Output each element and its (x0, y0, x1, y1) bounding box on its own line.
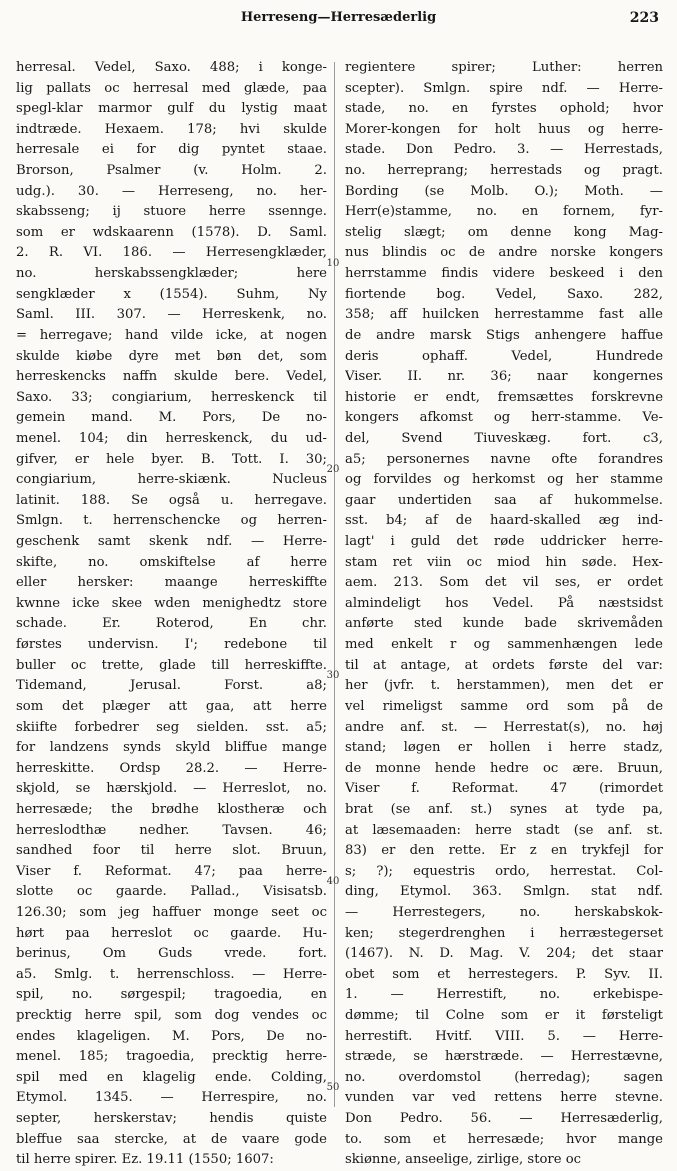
text-line: sandhed foor til herre slot. Bruun, (16, 843, 327, 859)
text-line: bleffue saa stercke, at de vaare gode (16, 1131, 327, 1147)
text-line: sengklæder x (1554). Suhm, Ny (16, 286, 327, 302)
text-line: buller oc trette, glade till herreskiffte. (16, 657, 327, 673)
text-line: Viser f. Reformat. 47; paa herre- (16, 863, 327, 879)
text-line: ken; stegerdrenghen i herræstegerset (345, 925, 663, 941)
text-line: skiønne, anseelige, zirlige, store oc (345, 1152, 582, 1168)
text-line: no. herskabssengklæder; here (16, 266, 327, 282)
page-header (0, 0, 677, 30)
text-line: — Herrestegers, no. herskabskok- (345, 904, 663, 920)
text-line: herrstamme findis videre beskeed i den (345, 266, 663, 282)
text-line: to. som et herresæde; hvor mange (345, 1131, 663, 1147)
text-line: congiarium, herre-skiænk. Nucleus (16, 472, 327, 488)
text-line: slotte oc gaarde. Pallad., Visisatsb. (16, 884, 327, 900)
text-line: som det plæger att gaa, att herre (16, 698, 327, 714)
text-line: eller hersker: maange herreskiffte (16, 575, 327, 591)
text-line: 1. — Herrestift, no. erkebispe- (345, 987, 663, 1003)
text-line: de monne hende hedre oc ære. Bruun, (345, 760, 663, 776)
text-line: skifte, no. omskiftelse af herre (16, 554, 327, 570)
text-line: Brorson, Psalmer (v. Holm. 2. (16, 163, 327, 179)
line-number: 40 (326, 876, 340, 887)
text-line: Viser. II. nr. 36; naar kongernes (345, 369, 663, 385)
text-line: stand; løgen er hollen i herre stadz, (345, 740, 663, 756)
text-line: spil, no. sørgespil; tragoedia, en (16, 987, 327, 1003)
text-line: at læsemaaden: herre stadt (se anf. st. (345, 822, 663, 838)
text-line: udg.). 30. — Herreseng, no. her- (16, 183, 327, 199)
text-line: herresale ei for dig pyntet staae. (16, 142, 327, 158)
text-line: andre anf. st. — Herrestat(s), no. høj (345, 719, 663, 735)
text-line: skjold, se hærskjold. — Herreslot, no. (16, 781, 327, 797)
text-line: stelig slægt; om denne kong Mag- (345, 224, 663, 240)
text-line: skulde kiøbe dyre met bøn det, som (16, 348, 327, 364)
text-line: indtræde. Hexaem. 178; hvi skulde (16, 121, 327, 137)
text-line: kongers afkomst og herr-stamme. Ve- (345, 410, 663, 426)
text-line: fiortende bog. Vedel, Saxo. 282, (345, 286, 663, 302)
text-line: gaar undertiden saa af hukommelse. (345, 492, 663, 508)
text-line: a5; personernes navne ofte forandres (345, 451, 663, 467)
text-line: kwnne icke skee wden menighedtz store (16, 595, 327, 611)
text-line: lagt' i guld det røde uddricker herre- (345, 534, 663, 550)
text-line: anførte sted kunde bade skrivemåden (345, 616, 663, 632)
text-line: sst. b4; af de haard-skalled æg ind- (345, 513, 663, 529)
line-number: 20 (326, 464, 340, 475)
text-line: til at antage, at ordets første del var: (345, 657, 663, 673)
text-line: herreskitte. Ordsp 28.2. — Herre- (16, 760, 327, 776)
left-column (16, 58, 327, 1171)
text-line: stade. Don Pedro. 3. — Herrestads, (345, 142, 663, 158)
text-line: for landzens synds skyld bliffue mange (16, 740, 327, 756)
text-line: septer, herskerstav; hendis quiste (16, 1111, 327, 1127)
text-line: førstes undervisn. I'; redebone til (16, 637, 327, 653)
text-line: brat (se anf. st.) synes at tyde pa, (345, 801, 663, 817)
text-line: stam ret viin oc miod hin søde. Hex- (345, 554, 663, 570)
text-line: de andre marsk Stigs anhengere haffue (345, 327, 663, 343)
text-line: her (jvfr. t. herstammen), men det er (345, 678, 663, 694)
page-number: 223 (629, 10, 659, 26)
text-line: geschenk samt skenk ndf. — Herre- (16, 534, 327, 550)
text-line: Saxo. 33; congiarium, herreskenck til (16, 389, 327, 405)
text-line: berinus, Om Guds vrede. fort. (16, 946, 327, 962)
text-line: Tidemand, Jerusal. Forst. a8; (16, 678, 327, 694)
text-line: latinit. 188. Se også u. herregave. (16, 492, 327, 508)
text-line: til herre spirer. Ez. 19.11 (1550; 1607: (16, 1152, 274, 1168)
text-line: regientere spirer; Luther: herren (345, 60, 663, 75)
text-line: = herregave; hand vilde icke, at nogen (16, 327, 327, 343)
text-line: som er wdskaarenn (1578). D. Saml. (16, 224, 327, 240)
text-line: hørt paa herreslot oc gaarde. Hu- (16, 925, 327, 941)
running-head: Herreseng—Herresæderlig (240, 10, 437, 25)
line-number: 30 (326, 670, 340, 681)
text-line: stræde, se hærstræde. — Herrestævne, (345, 1049, 663, 1065)
text-line: Etymol. 1345. — Herrespire, no. (16, 1090, 327, 1106)
text-line: gemein mand. M. Pors, De no- (16, 410, 327, 426)
text-line: og forvildes og herkomst og her stamme (345, 472, 663, 488)
text-line: 358; aff huilcken herrestamme fast alle (345, 307, 663, 323)
text-line: dømme; til Colne som er it førsteligt (345, 1008, 663, 1024)
text-line: 83) er den rette. Er z en trykfejl for (345, 843, 663, 859)
text-line: historie er endt, fremsættes forskrevne (345, 389, 663, 405)
text-line: no. overdomstol (herredag); sagen (345, 1069, 663, 1085)
text-line: Smlgn. t. herrenschencke og herren- (16, 513, 327, 529)
text-line: no. herreprang; herrestads og pragt. (345, 163, 663, 179)
text-line: stade, no. en fyrstes ophold; hvor (345, 101, 663, 117)
right-column (345, 58, 663, 1171)
text-line: gifver, er hele byer. B. Tott. I. 30; (16, 451, 327, 467)
text-line: vunden var ved rettens herre stevne. (345, 1090, 663, 1106)
line-number: 50 (326, 1082, 340, 1093)
text-line: (1467). N. D. Mag. V. 204; det staar (345, 946, 663, 962)
text-line: vel rimeligst samme ord som på de (345, 698, 663, 714)
text-line: Viser f. Reformat. 47 (rimordet (345, 781, 663, 797)
text-line: lig pallats oc herresal med glæde, paa (16, 80, 327, 96)
text-line: deris ophaff. Vedel, Hundrede (345, 348, 663, 364)
text-line: schade. Er. Roterod, En chr. (16, 616, 327, 632)
text-line: menel. 104; din herreskenck, du ud- (16, 430, 327, 446)
text-line: Saml. III. 307. — Herreskenk, no. (16, 307, 327, 323)
text-line: spegl-klar marmor gulf du lystig maat (16, 101, 327, 117)
text-line: 2. R. VI. 186. — Herresengklæder, (16, 245, 327, 261)
text-line: a5. Smlg. t. herrenschloss. — Herre- (16, 966, 327, 982)
text-line: ding, Etymol. 363. Smlgn. stat ndf. (345, 884, 663, 900)
text-line: almindeligt hos Vedel. På næstsidst (345, 595, 663, 611)
text-line: aem. 213. Som det vil ses, er ordet (345, 575, 663, 591)
text-line: spil med en klagelig ende. Colding, (16, 1069, 327, 1085)
column-divider (334, 62, 335, 1107)
text-line: menel. 185; tragoedia, precktig herre- (16, 1049, 327, 1065)
text-line: herresal. Vedel, Saxo. 488; i konge- (16, 60, 327, 75)
text-line: del, Svend Tiuveskæg. fort. c3, (345, 430, 663, 446)
text-line: med enkelt r og sammenhængen lede (345, 637, 663, 653)
text-line: Don Pedro. 56. — Herresæderlig, (345, 1111, 663, 1127)
text-line: herreskencks naffn skulde bere. Vedel, (16, 369, 327, 385)
text-line: herresæde; the brødhe klostheræ och (16, 801, 327, 817)
text-line: herrestift. Hvitf. VIII. 5. — Herre- (345, 1028, 663, 1044)
text-line: s; ?); equestris ordo, herrestat. Col- (345, 863, 663, 879)
text-line: Herr(e)stamme, no. en fornem, fyr- (345, 204, 663, 220)
text-line: Bording (se Molb. O.); Moth. — (345, 183, 663, 199)
text-line: skabsseng; ij stuore herre ssennge. (16, 204, 327, 220)
text-line: scepter). Smlgn. spire ndf. — Herre- (345, 80, 663, 96)
text-line: 126.30; som jeg haffuer monge seet oc (16, 904, 327, 920)
text-line: nus blindis oc de andre norske kongers (345, 245, 663, 261)
text-line: skiifte forbedrer seg sielden. sst. a5; (16, 719, 327, 735)
text-line: obet som et herrestegers. P. Syv. II. (345, 966, 663, 982)
line-number: 10 (326, 258, 340, 269)
text-line: herreslodthæ nedher. Tavsen. 46; (16, 822, 327, 838)
text-line: endes klageligen. M. Pors, De no- (16, 1028, 327, 1044)
text-line: precktig herre spil, som dog vendes oc (16, 1008, 327, 1024)
text-line: Morer-kongen for holt huus og herre- (345, 121, 663, 137)
